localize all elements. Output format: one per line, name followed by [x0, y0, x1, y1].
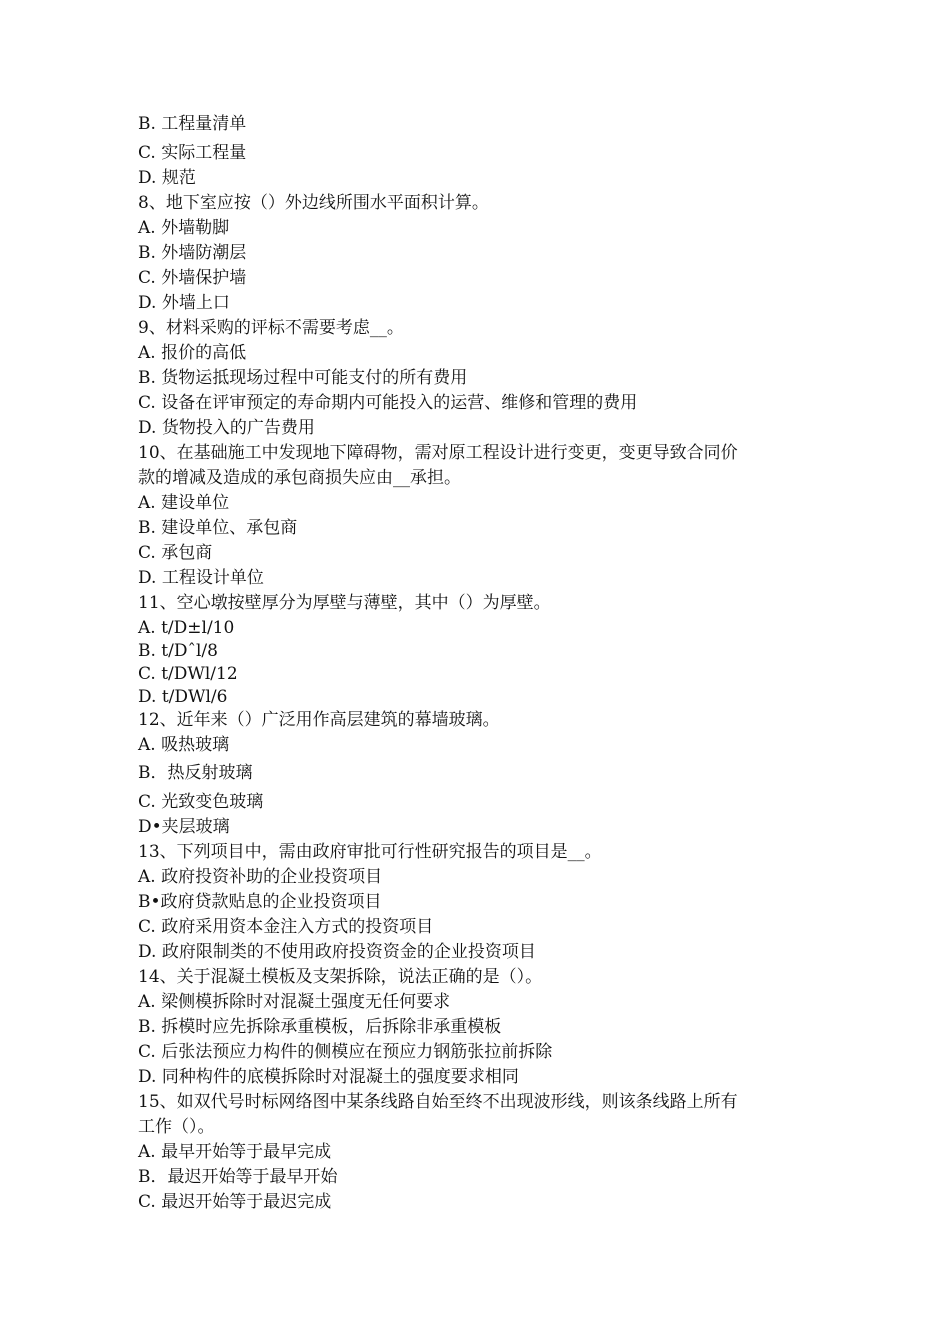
- option-d-q8: D. 外墙上口: [138, 293, 230, 313]
- option-d-q7: D. 规范: [138, 168, 196, 188]
- option-d-q12: D•夹层玻璃: [138, 817, 230, 837]
- option-d-q11: D. t/DWl/6: [138, 687, 228, 707]
- option-b-q14: B. 拆模时应先拆除承重模板，后拆除非承重模板: [138, 1017, 502, 1037]
- option-b-q12: B．热反射玻璃: [138, 763, 253, 783]
- question-13: 13、下列项目中，需由政府审批可行性研究报告的项目是__。: [138, 842, 602, 862]
- option-d-q10: D. 工程设计单位: [138, 568, 264, 588]
- option-a-q14: A. 梁侧模拆除时对混凝土强度无任何要求: [138, 992, 451, 1012]
- option-a-q9: A. 报价的高低: [138, 343, 247, 363]
- option-c-q8: C. 外墙保护墙: [138, 268, 247, 288]
- question-14: 14、关于混凝土模板及支架拆除，说法正确的是（）。: [138, 967, 543, 987]
- option-a-q10: A. 建设单位: [138, 493, 230, 513]
- option-b-q15: B．最迟开始等于最早开始: [138, 1167, 338, 1187]
- question-9: 9、材料采购的评标不需要考虑__。: [138, 318, 404, 338]
- option-d-q13: D. 政府限制类的不使用政府投资资金的企业投资项目: [138, 942, 536, 962]
- option-c-q10: C. 承包商: [138, 543, 213, 563]
- option-c-q9: C. 设备在评审预定的寿命期内可能投入的运营、维修和管理的费用: [138, 393, 638, 413]
- option-c-q14: C. 后张法预应力构件的侧模应在预应力钢筋张拉前拆除: [138, 1042, 553, 1062]
- option-a-q13: A. 政府投资补助的企业投资项目: [138, 867, 383, 887]
- option-c-q12: C. 光致变色玻璃: [138, 792, 264, 812]
- option-d-q9: D. 货物投入的广告费用: [138, 418, 315, 438]
- option-c-q15: C. 最迟开始等于最迟完成: [138, 1192, 332, 1212]
- question-15-line-1: 15、如双代号时标网络图中某条线路自始至终不出现波形线，则该条线路上所有: [138, 1092, 738, 1112]
- option-b-q7: B. 工程量清单: [138, 114, 247, 134]
- question-12: 12、近年来（）广泛用作高层建筑的幕墙玻璃。: [138, 710, 500, 730]
- option-b-q11: B. t/Dˆl/8: [138, 641, 218, 661]
- option-a-q15: A. 最早开始等于最早完成: [138, 1142, 332, 1162]
- question-15-line-2: 工作（）。: [138, 1117, 215, 1137]
- question-10-line-2: 款的增减及造成的承包商损失应由__承担。: [138, 468, 461, 488]
- option-b-q13: B•政府贷款贴息的企业投资项目: [138, 892, 382, 912]
- question-11: 11、空心墩按壁厚分为厚壁与薄壁，其中（）为厚壁。: [138, 593, 551, 613]
- option-b-q8: B. 外墙防潮层: [138, 243, 247, 263]
- option-c-q11: C. t/DWl/12: [138, 664, 238, 684]
- option-c-q13: C. 政府采用资本金注入方式的投资项目: [138, 917, 434, 937]
- option-b-q9: B. 货物运抵现场过程中可能支付的所有费用: [138, 368, 468, 388]
- question-8: 8、地下室应按（）外边线所围水平面积计算。: [138, 193, 489, 213]
- option-a-q11: A. t/D±l/10: [138, 618, 235, 638]
- option-a-q8: A. 外墙勒脚: [138, 218, 230, 238]
- question-10-line-1: 10、在基础施工中发现地下障碍物，需对原工程设计进行变更，变更导致合同价: [138, 443, 738, 463]
- option-a-q12: A. 吸热玻璃: [138, 735, 230, 755]
- option-d-q14: D. 同种构件的底模拆除时对混凝土的强度要求相同: [138, 1067, 519, 1087]
- option-c-q7: C. 实际工程量: [138, 143, 247, 163]
- option-b-q10: B. 建设单位、承包商: [138, 518, 298, 538]
